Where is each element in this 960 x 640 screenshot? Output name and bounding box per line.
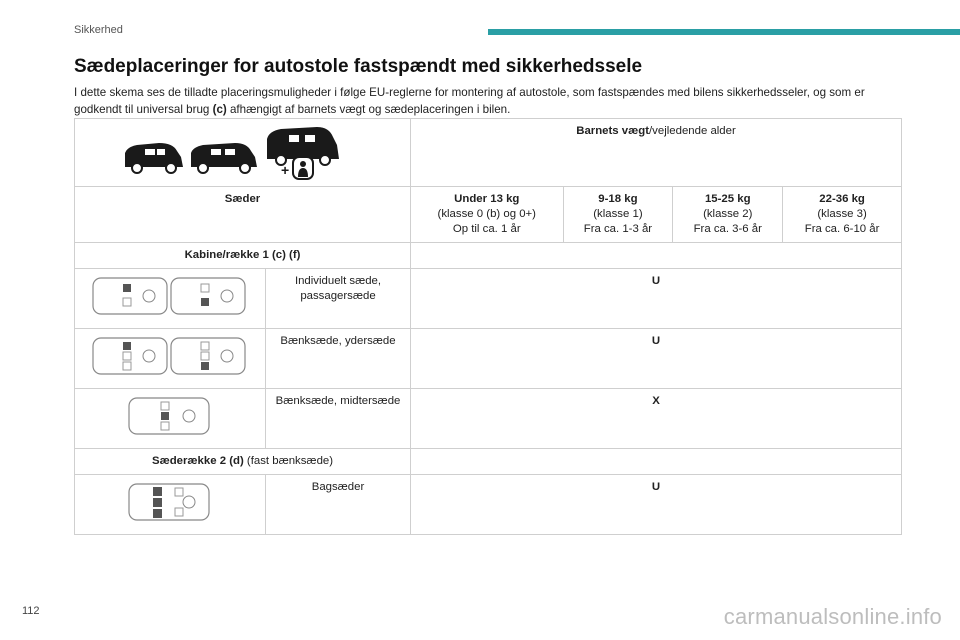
- watermark: carmanualsonline.info: [723, 604, 942, 629]
- seat-label: Individuelt sæde, passagersæde: [266, 269, 411, 329]
- weight-heading-bold: Barnets vægt: [576, 125, 650, 137]
- column-22-36: [783, 187, 902, 243]
- section-row-second: [75, 449, 902, 475]
- column-age: Op til ca. 1 år: [452, 223, 521, 235]
- page-title: Sædeplaceringer for autostole fastspændt med sikkerhedssele: [74, 56, 643, 77]
- seat-label: Bænksæde, midtersæde: [266, 389, 411, 449]
- page-number: 112: [22, 605, 40, 617]
- table-header-row: [75, 119, 902, 187]
- column-under-13: [411, 187, 564, 243]
- intro-text-after: afhængigt af barnets vægt og sædeplaceringen i bilen.: [226, 103, 511, 116]
- seat-value: U: [411, 475, 902, 535]
- seat-label: Bagsæder: [266, 475, 411, 535]
- column-age: Fra ca. 6-10 år: [804, 223, 880, 235]
- svg-text:+: +: [280, 162, 289, 178]
- column-age: Fra ca. 1-3 år: [583, 223, 653, 235]
- column-15-25: [673, 187, 783, 243]
- table-columns-row: [75, 187, 902, 243]
- table-row: [75, 329, 902, 389]
- section-label: Sikkerhed: [74, 24, 123, 36]
- column-weight: 9-18 kg: [598, 193, 638, 205]
- section-second-bold: Sæderække 2 (d): [151, 455, 244, 467]
- column-group: (klasse 0 (b) og 0+): [437, 208, 536, 220]
- seat-value: X: [411, 389, 902, 449]
- table-row: [75, 475, 902, 535]
- section-second-rest: (fast bænksæde): [243, 455, 334, 467]
- seat-placement-table: [74, 118, 902, 535]
- section-cabin-empty: [411, 243, 902, 269]
- intro-code: (c): [212, 103, 227, 116]
- column-group: (klasse 2): [703, 208, 753, 220]
- column-group: (klasse 3): [817, 208, 867, 220]
- column-weight: 22-36 kg: [819, 193, 865, 205]
- seat-value: U: [411, 269, 902, 329]
- table-row: [75, 389, 902, 449]
- section-accent-bar: [488, 29, 960, 35]
- seat-diagram-icon: [127, 394, 213, 438]
- section-second-empty: [411, 449, 902, 475]
- seat-diagram-cell: [75, 269, 266, 329]
- seat-diagram-icon: [127, 480, 213, 524]
- section-row-cabin: [75, 243, 902, 269]
- column-9-18: [563, 187, 673, 243]
- seat-label: Bænksæde, ydersæde: [266, 329, 411, 389]
- seat-diagram-cell: [75, 329, 266, 389]
- seats-label: Sæder: [75, 187, 411, 243]
- column-weight: 15-25 kg: [704, 193, 751, 205]
- seat-diagram-cell: [75, 475, 266, 535]
- intro-paragraph: [74, 84, 914, 118]
- vehicle-silhouettes-icon: [123, 127, 363, 181]
- seat-diagram-cell: [75, 389, 266, 449]
- seat-diagram-icon: [91, 274, 249, 318]
- column-weight: Under 13 kg: [454, 193, 520, 205]
- weight-heading-cell: [411, 119, 902, 187]
- table-row: [75, 269, 902, 329]
- column-group: (klasse 1): [593, 208, 643, 220]
- intro-text-before: I dette skema ses de tilladte placeringsmuligheder i følge EU-reglerne for montering af autostole, som fastspændes med bilens sikkerhedsseler, og som er godkendt til universal brug: [74, 86, 865, 116]
- seat-diagram-icon: [91, 334, 249, 378]
- column-age: Fra ca. 3-6 år: [693, 223, 762, 235]
- section-second-label: [75, 449, 411, 475]
- section-cabin-label: Kabine/række 1 (c) (f): [75, 243, 411, 269]
- weight-heading-rest: /vejledende alder: [649, 125, 736, 137]
- seat-value: U: [411, 329, 902, 389]
- vehicle-icons-cell: [75, 119, 411, 187]
